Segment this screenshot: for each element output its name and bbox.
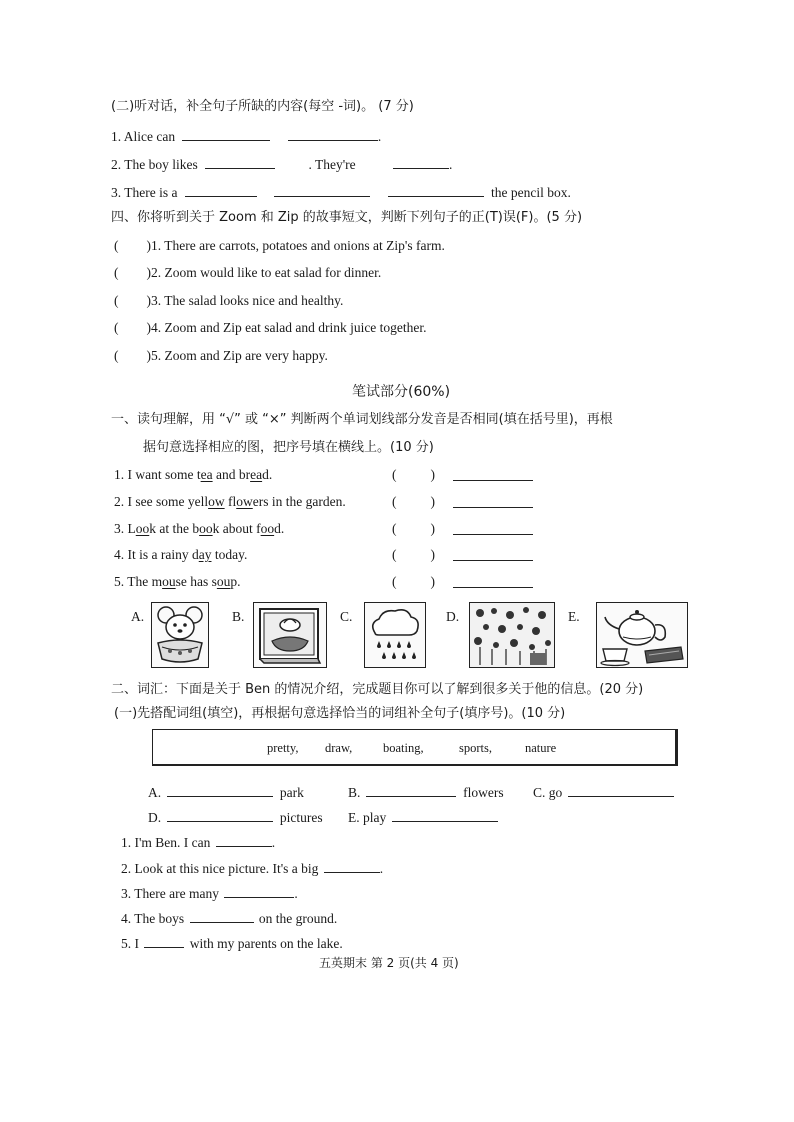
paren-left: ( (392, 467, 397, 482)
sentence-text: and br (212, 467, 251, 482)
judge-slot-5[interactable] (392, 575, 435, 590)
tf-item (114, 266, 381, 281)
sentence-text: fl (224, 494, 237, 509)
paren-right: ) (430, 547, 435, 562)
sentence-text: . (294, 886, 298, 901)
underlined-sound: ea (200, 467, 213, 482)
sentence-blank[interactable] (190, 910, 254, 923)
picture-label-e: E. (568, 609, 580, 624)
sentence-text: 1. I'm Ben. I can (121, 835, 211, 850)
picture-label-d: D. (446, 609, 460, 624)
mouse-soup-drawing (152, 603, 208, 667)
picture-label-b: B. (232, 609, 245, 624)
picture-answer-blank[interactable] (453, 495, 533, 508)
word-bank-word: pretty, (267, 741, 299, 755)
picture-label-c: C. (340, 609, 353, 624)
underlined-sound: ow (208, 494, 225, 509)
tf-item (114, 349, 328, 364)
word-bank-box (152, 729, 678, 766)
sentence-text: 3. L (114, 521, 136, 536)
tf-paren-open: ( (114, 320, 119, 335)
sentence-blank[interactable] (224, 885, 294, 898)
sentence-text: on the ground. (258, 911, 338, 926)
sentence-text: 5. I (121, 936, 139, 951)
phrase-label: D. (148, 810, 162, 825)
picture-mouse-soup (151, 602, 209, 668)
sentence-text: 4. The boys (121, 911, 185, 926)
answer-blank[interactable] (182, 128, 270, 141)
flower-garden-drawing (470, 603, 554, 667)
answer-blank[interactable] (388, 184, 484, 197)
sentence-text: d. (262, 467, 273, 482)
paren-right: ) (430, 494, 435, 509)
word-bank-word: nature (525, 741, 557, 755)
fill-question-3-text-a: 3. There is a (111, 185, 178, 200)
judge-slot-4[interactable] (392, 548, 435, 563)
paren-left: ( (392, 574, 397, 589)
word-bank-word: sports, (459, 741, 492, 755)
tf-paren-open: ( (114, 265, 119, 280)
tf-paren-open: ( (114, 293, 119, 308)
phrase-label: C. go (533, 785, 563, 800)
sentence-text: 2. I see some yell (114, 494, 209, 509)
answer-blank[interactable] (288, 128, 378, 141)
vocab-sentence-1 (121, 834, 275, 851)
picture-answer-blank[interactable] (453, 548, 533, 561)
paren-left: ( (392, 494, 397, 509)
paren-right: ) (430, 467, 435, 482)
picture-answer-blank[interactable] (453, 468, 533, 481)
word-bank-word: draw, (325, 741, 353, 755)
phrase-blank[interactable] (167, 784, 273, 797)
phrase-word: flowers (463, 785, 504, 800)
underlined-sound: oo (135, 521, 150, 536)
listening-fill-heading: (二)听对话，补全句子所缺的内容(每空 -词)。 (7 分) (111, 99, 414, 114)
reading-sentence-3 (114, 522, 284, 537)
judge-slot-1[interactable] (392, 468, 435, 483)
paren-right: ) (430, 521, 435, 536)
fill-question-3-text-b: the pencil box. (490, 185, 571, 200)
paren-right: ) (430, 574, 435, 589)
sentence-text: se has s (175, 574, 217, 589)
fill-question-2-text-a: 2. The boy likes (111, 157, 198, 172)
sentence-text: 2. Look at this nice picture. It's a big (121, 861, 319, 876)
written-section-title: 笔试部分(60%) (352, 384, 451, 400)
sentence-text: k at the b (149, 521, 200, 536)
picture-rainy-day (364, 602, 426, 668)
picture-book-food (253, 602, 327, 668)
paren-left: ( (392, 547, 397, 562)
true-false-heading: 四、你将听到关于 Zoom 和 Zip 的故事短文，判断下列句子的正(T)误(F)。(5 分) (111, 210, 583, 225)
answer-blank[interactable] (393, 156, 449, 169)
judge-slot-2[interactable] (392, 495, 435, 510)
tf-item (114, 239, 445, 254)
underlined-sound: ay (198, 547, 212, 562)
page-footer: 五英期末 第 2 页(共 4 页) (319, 956, 459, 970)
sentence-text: with my parents on the lake. (189, 936, 343, 951)
tea-bread-drawing (597, 603, 687, 667)
vocab-sentence-5 (121, 935, 343, 952)
sentence-blank[interactable] (144, 935, 184, 948)
fill-question-1-text: 1. Alice can (111, 129, 176, 144)
vocab-sentence-4 (121, 910, 337, 927)
picture-tea-bread (596, 602, 688, 668)
fill-question-3 (111, 184, 571, 201)
underlined-sound: ou (216, 574, 231, 589)
rain-cloud-drawing (365, 603, 425, 667)
phrase-blank[interactable] (568, 784, 674, 797)
sentence-text: . (271, 835, 276, 850)
book-food-drawing (254, 603, 326, 667)
tf-item-text: )5. Zoom and Zip are very happy. (146, 348, 328, 363)
reading-sentence-4 (114, 548, 247, 563)
phrase-word: pictures (279, 810, 323, 825)
word-bank-word: boating, (383, 741, 424, 755)
picture-answer-blank[interactable] (453, 522, 533, 535)
phrase-a (148, 784, 304, 801)
phrase-d (148, 809, 323, 826)
underlined-sound: oo (199, 521, 213, 536)
tf-item (114, 294, 343, 309)
answer-blank[interactable] (185, 184, 257, 197)
picture-answer-blank[interactable] (453, 575, 533, 588)
judge-slot-3[interactable] (392, 522, 435, 537)
sentence-blank[interactable] (324, 860, 380, 873)
sentence-text: ers in the garden. (252, 494, 346, 509)
tf-item-text: )2. Zoom would like to eat salad for dinner. (146, 265, 382, 280)
sentence-text: . (379, 861, 384, 876)
sentence-text: p. (230, 574, 241, 589)
tf-paren-open: ( (114, 238, 119, 253)
phrase-word: park (279, 785, 304, 800)
reading-heading-line-2: 据句意选择相应的图，把序号填在横线上。(10 分) (143, 440, 434, 455)
sentence-text: 3. There are many (121, 886, 219, 901)
reading-heading-line-1: 一、读句理解，用 “√” 或 “×” 判断两个单词划线部分发音是否相同(填在括号里)，再根 (111, 412, 613, 427)
vocab-sub-heading: (一)先搭配词组(填空)，再根据句意选择恰当的词组补全句子(填序号)。(10 分) (114, 706, 566, 721)
phrase-b (348, 784, 504, 801)
sentence-text: today. (211, 547, 248, 562)
phrase-blank[interactable] (366, 784, 456, 797)
underlined-sound: ou (162, 574, 176, 589)
tf-item (114, 321, 427, 336)
reading-sentence-2 (114, 495, 346, 510)
vocab-heading: 二、词汇：下面是关于 Ben 的情况介绍，完成题目你可以了解到很多关于他的信息。(20 分) (111, 682, 644, 697)
tf-item-text: )4. Zoom and Zip eat salad and drink juice together. (146, 320, 427, 335)
phrase-label: B. (348, 785, 361, 800)
answer-blank[interactable] (274, 184, 370, 197)
phrase-c (533, 784, 674, 801)
sentence-blank[interactable] (216, 834, 272, 847)
tf-paren-open: ( (114, 348, 119, 363)
vocab-sentence-3 (121, 885, 298, 902)
sentence-text: d. (274, 521, 285, 536)
answer-blank[interactable] (205, 156, 275, 169)
sentence-text: 5. The m (114, 574, 163, 589)
underlined-sound: oo (260, 521, 275, 536)
picture-flower-garden (469, 602, 555, 668)
paren-left: ( (392, 521, 397, 536)
tf-item-text: )3. The salad looks nice and healthy. (146, 293, 344, 308)
underlined-sound: ow (236, 494, 253, 509)
sentence-text: 4. It is a rainy d (114, 547, 199, 562)
fill-question-2: 2. The boy likes . They're . (111, 157, 453, 172)
phrase-blank[interactable] (167, 809, 273, 822)
phrase-label: A. (148, 785, 162, 800)
reading-sentence-5 (114, 575, 241, 590)
vocab-sentence-2 (121, 860, 383, 877)
phrase-label: E. play (348, 810, 387, 825)
reading-sentence-1 (114, 468, 272, 483)
phrase-e (348, 809, 498, 826)
tf-item-text: )1. There are carrots, potatoes and onions at Zip's farm. (146, 238, 445, 253)
fill-question-1: 1. Alice can . (111, 129, 382, 144)
fill-question-2-text-b: . They're (308, 157, 356, 172)
sentence-text: 1. I want some t (114, 467, 201, 482)
underlined-sound: ea (250, 467, 263, 482)
picture-label-a: A. (131, 609, 145, 624)
phrase-blank[interactable] (392, 809, 498, 822)
sentence-text: k about f (212, 521, 261, 536)
